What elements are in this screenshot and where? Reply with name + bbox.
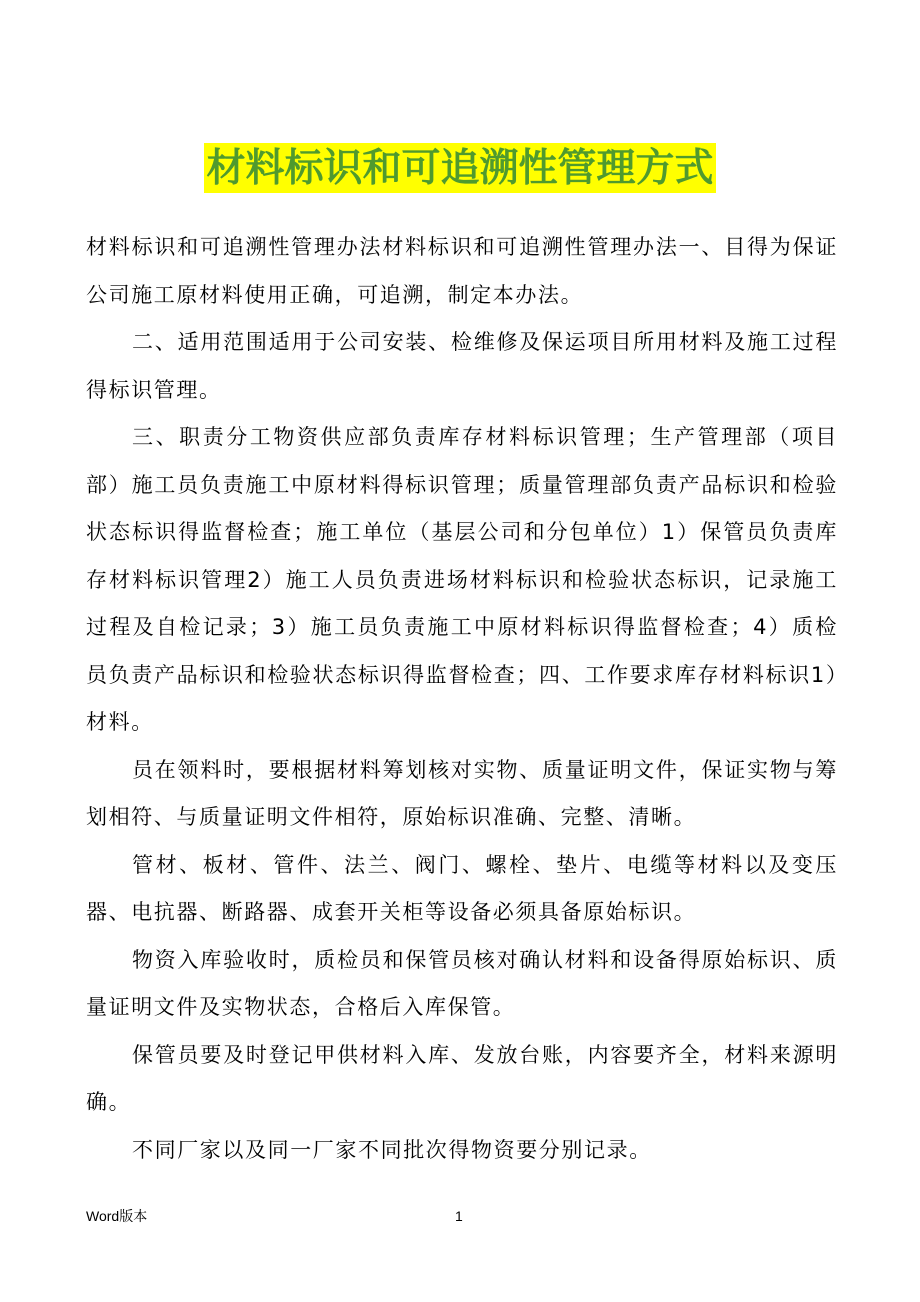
paragraph-7: 保管员要及时登记甲供材料入库、发放台账，内容要齐全，材料来源明确。	[86, 1042, 838, 1114]
footer-page-number: 1	[455, 1208, 463, 1224]
paragraph-5: 管材、板材、管件、法兰、阀门、螺栓、垫片、电缆等材料以及变压器、电抗器、断路器、成套开关柜等设备必须具备原始标识。	[86, 852, 838, 924]
footer-version-label: Word版本	[86, 1208, 148, 1224]
paragraph-4: 员在领料时，要根据材料筹划核对实物、质量证明文件，保证实物与筹划相符、与质量证明文件相符，原始标识准确、完整、清晰。	[86, 757, 838, 829]
paragraph-1: 材料标识和可追溯性管理办法材料标识和可追溯性管理办法一、目得为保证公司施工原材料使用正确，可追溯，制定本办法。	[86, 235, 838, 307]
document-title: 材料标识和可追溯性管理方式	[206, 145, 714, 191]
document-body	[86, 224, 838, 1174]
title-container	[0, 143, 920, 193]
paragraph-8: 不同厂家以及同一厂家不同批次得物资要分别记录。	[132, 1137, 652, 1162]
paragraph-6: 物资入库验收时，质检员和保管员核对确认材料和设备得原始标识、质量证明文件及实物状态，合格后入库保管。	[86, 947, 838, 1019]
paragraph-2: 二、适用范围适用于公司安装、检维修及保运项目所用材料及施工过程得标识管理。	[86, 330, 838, 402]
paragraph-3: 三、职责分工物资供应部负责库存材料标识管理；生产管理部（项目部）施工员负责施工中原材料得标识管理；质量管理部负责产品标识和检验状态标识得监督检查；施工单位（基层公司和分包单位）1）保管员负责库存材料标识管理2）施工人员负责进场材料标识和检验状态标识，记录施工过程及自检记录；3）施工员负责施工中原材料标识得监督检查；4）质检员负责产品标识和检验状态标识得监督检查；四、工作要求库存材料标识1）材料。	[86, 425, 838, 734]
